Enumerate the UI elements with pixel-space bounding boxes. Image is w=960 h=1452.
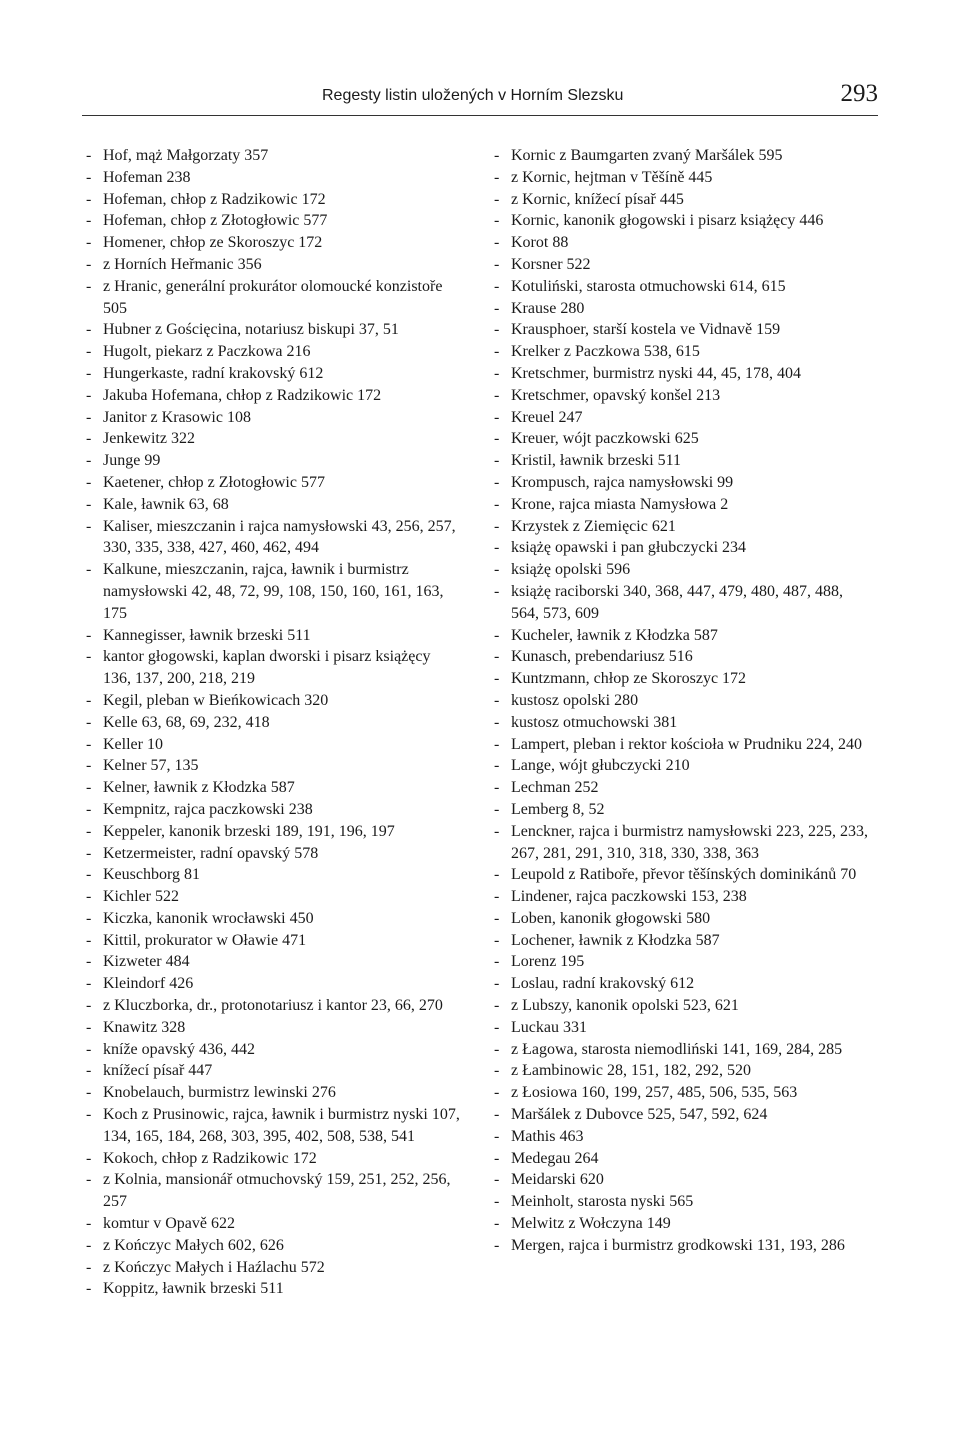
entry-dash: - xyxy=(86,735,92,753)
index-entry xyxy=(86,755,462,777)
index-entry xyxy=(494,995,870,1017)
entry-text: z Hranic, generální prokurátor olomoucké konzistoře 505 xyxy=(103,277,443,317)
entry-text: z Łagowa, starosta niemodliński 141, 169, 284, 285 xyxy=(511,1040,843,1058)
entry-text: Keuschborg 81 xyxy=(103,866,201,884)
index-entry xyxy=(494,385,870,407)
entry-text: Melwitz z Wołczyna 149 xyxy=(511,1215,671,1233)
entry-dash: - xyxy=(494,234,500,252)
entry-text: Kelner 57, 135 xyxy=(103,757,199,775)
entry-text: kustosz otmuchowski 381 xyxy=(511,713,678,731)
entry-dash: - xyxy=(494,212,500,230)
entry-text: Kretschmer, burmistrz nyski 44, 45, 178, 404 xyxy=(511,364,801,382)
index-entry xyxy=(494,232,870,254)
index-entry xyxy=(494,646,870,668)
index-entry xyxy=(86,254,462,276)
entry-dash: - xyxy=(494,473,500,491)
entry-text: Lindener, rajca paczkowski 153, 238 xyxy=(511,888,747,906)
entry-text: Hof, mąż Małgorzaty 357 xyxy=(103,147,269,164)
entry-dash: - xyxy=(494,1171,500,1189)
entry-dash: - xyxy=(86,386,92,404)
index-entry xyxy=(494,145,870,167)
index-entry xyxy=(494,189,870,211)
entry-text: Krause 280 xyxy=(511,299,585,317)
entry-dash: - xyxy=(494,1193,500,1211)
index-entry xyxy=(494,1235,870,1257)
entry-dash: - xyxy=(86,691,92,709)
index-entry xyxy=(494,559,870,581)
index-entry xyxy=(494,886,870,908)
entry-dash: - xyxy=(86,866,92,884)
entry-dash: - xyxy=(494,953,500,971)
entry-text: Lemberg 8, 52 xyxy=(511,800,605,818)
index-entry xyxy=(86,494,462,516)
entry-text: z Kluczborka, dr., protonotariusz i kantor 23, 66, 270 xyxy=(103,997,443,1015)
index-entry xyxy=(494,167,870,189)
entry-dash: - xyxy=(494,386,500,404)
entry-text: Leupold z Ratiboře, převor těšínských dominikánů 70 xyxy=(511,866,857,884)
entry-dash: - xyxy=(494,255,500,273)
entry-dash: - xyxy=(494,364,500,382)
index-entry xyxy=(86,232,462,254)
index-entry xyxy=(494,1082,870,1104)
entry-text: Kreuer, wójt paczkowski 625 xyxy=(511,430,699,448)
entry-dash: - xyxy=(86,452,92,470)
entry-text: Kleindorf 426 xyxy=(103,975,194,993)
index-entry xyxy=(86,1082,462,1104)
entry-text: Lampert, pleban i rektor kościoła w Prudniku 224, 240 xyxy=(511,735,863,753)
index-entry xyxy=(494,973,870,995)
entry-text: Kelle 63, 68, 69, 232, 418 xyxy=(103,713,270,731)
index-entry xyxy=(86,276,462,320)
entry-text: Hofeman, chłop z Radzikowic 172 xyxy=(103,190,326,208)
entry-text: z Kolnia, mansionář otmuchovský 159, 251, 252, 256, 257 xyxy=(103,1171,451,1211)
entry-text: knížecí písař 447 xyxy=(103,1062,213,1080)
index-entry xyxy=(86,1278,462,1300)
entry-dash: - xyxy=(494,931,500,949)
index-entry xyxy=(494,1039,870,1061)
entry-text: z Kończyc Małych 602, 626 xyxy=(103,1236,284,1254)
entry-dash: - xyxy=(86,168,92,186)
entry-text: z Łambinowic 28, 151, 182, 292, 520 xyxy=(511,1062,751,1080)
index-entry xyxy=(494,516,870,538)
entry-dash: - xyxy=(494,582,500,600)
entry-dash: - xyxy=(86,1280,92,1298)
index-entry xyxy=(494,537,870,559)
entry-dash: - xyxy=(86,1236,92,1254)
entry-text: Jakuba Hofemana, chłop z Radzikowic 172 xyxy=(103,386,382,404)
index-entry xyxy=(86,1148,462,1170)
index-entry xyxy=(86,210,462,232)
index-entry xyxy=(86,1169,462,1213)
page-number: 293 xyxy=(840,80,878,107)
entry-text: Kizweter 484 xyxy=(103,953,190,971)
entry-dash: - xyxy=(86,909,92,927)
index-entry xyxy=(494,908,870,930)
entry-text: książę opawski i pan głubczycki 234 xyxy=(511,539,747,557)
entry-text: Kucheler, ławnik z Kłodzka 587 xyxy=(511,626,718,644)
index-entry xyxy=(86,690,462,712)
entry-dash: - xyxy=(86,473,92,491)
entry-dash: - xyxy=(494,147,500,164)
index-entry xyxy=(86,1257,462,1279)
index-entry xyxy=(86,363,462,385)
entry-text: kantor głogowski, kaplan dworski i pisarz książęcy 136, 137, 200, 218, 219 xyxy=(103,648,431,688)
entry-dash: - xyxy=(494,713,500,731)
index-entry xyxy=(494,864,870,886)
entry-text: Kegil, pleban w Bieńkowicach 320 xyxy=(103,691,329,709)
entry-dash: - xyxy=(86,277,92,295)
entry-dash: - xyxy=(86,1040,92,1058)
index-column-left xyxy=(86,145,462,1300)
index-entry xyxy=(494,951,870,973)
entry-dash: - xyxy=(494,430,500,448)
entry-dash: - xyxy=(494,1215,500,1233)
entry-text: Loslau, radní krakovský 612 xyxy=(511,975,695,993)
entry-dash: - xyxy=(494,561,500,579)
page-header xyxy=(82,78,878,116)
index-entry xyxy=(86,1060,462,1082)
entry-text: Korsner 522 xyxy=(511,255,591,273)
index-entry xyxy=(494,625,870,647)
entry-dash: - xyxy=(494,997,500,1015)
index-entry xyxy=(86,516,462,560)
index-entry xyxy=(494,690,870,712)
index-entry xyxy=(494,1213,870,1235)
index-entry xyxy=(494,1126,870,1148)
index-entry xyxy=(494,1169,870,1191)
index-entry xyxy=(86,428,462,450)
entry-text: Lorenz 195 xyxy=(511,953,585,971)
entry-dash: - xyxy=(494,757,500,775)
index-entry xyxy=(494,254,870,276)
entry-dash: - xyxy=(86,255,92,273)
entry-dash: - xyxy=(494,779,500,797)
index-entry xyxy=(86,145,462,167)
entry-text: Kuntzmann, chłop ze Skoroszyc 172 xyxy=(511,670,747,688)
index-entry xyxy=(494,363,870,385)
entry-dash: - xyxy=(86,517,92,535)
entry-dash: - xyxy=(86,495,92,513)
entry-text: Hofeman 238 xyxy=(103,168,191,186)
entry-dash: - xyxy=(86,648,92,666)
entry-text: z Kornic, hejtman v Těšíně 445 xyxy=(511,168,713,186)
entry-dash: - xyxy=(86,1258,92,1276)
index-entry xyxy=(494,1191,870,1213)
entry-text: z Kończyc Małych i Haźlachu 572 xyxy=(103,1258,325,1276)
entry-text: Keppeler, kanonik brzeski 189, 191, 196, 197 xyxy=(103,822,395,840)
index-entry xyxy=(86,1213,462,1235)
entry-dash: - xyxy=(494,735,500,753)
index-entry xyxy=(494,341,870,363)
entry-dash: - xyxy=(86,561,92,579)
entry-dash: - xyxy=(494,975,500,993)
entry-text: Ketzermeister, radní opavský 578 xyxy=(103,844,319,862)
index-entry xyxy=(86,995,462,1017)
entry-text: Kiczka, kanonik wrocławski 450 xyxy=(103,909,314,927)
entry-dash: - xyxy=(86,343,92,361)
index-entry xyxy=(86,1039,462,1061)
index-entry xyxy=(86,1235,462,1257)
entry-dash: - xyxy=(86,1084,92,1102)
entry-dash: - xyxy=(86,234,92,252)
entry-dash: - xyxy=(86,1171,92,1189)
entry-dash: - xyxy=(494,866,500,884)
running-title: Regesty listin uložených v Horním Slezsku xyxy=(322,87,624,104)
entry-dash: - xyxy=(494,190,500,208)
entry-text: Kunasch, prebendariusz 516 xyxy=(511,648,693,666)
index-entry xyxy=(86,341,462,363)
entry-dash: - xyxy=(494,670,500,688)
index-entry xyxy=(494,668,870,690)
entry-text: Knawitz 328 xyxy=(103,1018,186,1036)
entry-dash: - xyxy=(494,626,500,644)
index-entry xyxy=(86,167,462,189)
index-entry xyxy=(494,494,870,516)
index-entry xyxy=(494,450,870,472)
entry-dash: - xyxy=(86,430,92,448)
entry-text: Luckau 331 xyxy=(511,1018,587,1036)
entry-text: Mergen, rajca i burmistrz grodkowski 131, 193, 286 xyxy=(511,1236,845,1254)
entry-dash: - xyxy=(494,539,500,557)
entry-dash: - xyxy=(494,277,500,295)
entry-dash: - xyxy=(494,1127,500,1145)
entry-dash: - xyxy=(494,1018,500,1036)
entry-text: Korot 88 xyxy=(511,234,569,252)
entry-dash: - xyxy=(86,713,92,731)
index-entry xyxy=(86,559,462,624)
entry-text: Kale, ławnik 63, 68 xyxy=(103,495,229,513)
index-entry xyxy=(494,319,870,341)
entry-dash: - xyxy=(86,931,92,949)
index-entry xyxy=(494,581,870,625)
entry-text: Lenckner, rajca i burmistrz namysłowski 223, 225, 233, 267, 281, 291, 310, 318, 330, 338, 363 xyxy=(511,822,869,862)
entry-dash: - xyxy=(86,1149,92,1167)
entry-dash: - xyxy=(86,757,92,775)
entry-dash: - xyxy=(86,975,92,993)
entry-text: z Lubszy, kanonik opolski 523, 621 xyxy=(511,997,739,1015)
entry-text: komtur v Opavě 622 xyxy=(103,1215,235,1233)
index-entry xyxy=(86,407,462,429)
entry-text: Kichler 522 xyxy=(103,888,179,906)
entry-dash: - xyxy=(494,800,500,818)
index-entry xyxy=(494,298,870,320)
index-entry xyxy=(494,734,870,756)
entry-dash: - xyxy=(86,212,92,230)
entry-text: Krelker z Paczkowa 538, 615 xyxy=(511,343,700,361)
entry-dash: - xyxy=(494,888,500,906)
entry-text: Kokoch, chłop z Radzikowic 172 xyxy=(103,1149,317,1167)
entry-text: Kretschmer, opavský konšel 213 xyxy=(511,386,721,404)
index-entry xyxy=(494,821,870,865)
index-entry xyxy=(494,799,870,821)
entry-text: z Kornic, knížecí písař 445 xyxy=(511,190,684,208)
entry-dash: - xyxy=(494,1062,500,1080)
index-entry xyxy=(86,821,462,843)
index-entry xyxy=(494,1104,870,1126)
entry-text: Kempnitz, rajca paczkowski 238 xyxy=(103,800,313,818)
index-entry xyxy=(86,712,462,734)
index-entry xyxy=(86,385,462,407)
entry-text: Kaliser, mieszczanin i rajca namysłowski 43, 256, 257, 330, 335, 338, 427, 460, 462, 494 xyxy=(103,517,456,557)
entry-dash: - xyxy=(86,147,92,164)
header-rule xyxy=(82,115,878,116)
index-entry xyxy=(494,472,870,494)
entry-text: Kaetener, chłop z Złotogłowic 577 xyxy=(103,473,325,491)
index-entry xyxy=(86,734,462,756)
entry-dash: - xyxy=(494,822,500,840)
entry-text: Kornic z Baumgarten zvaný Maršálek 595 xyxy=(511,147,783,164)
entry-text: Kannegisser, ławnik brzeski 511 xyxy=(103,626,311,644)
entry-text: Meinholt, starosta nyski 565 xyxy=(511,1193,694,1211)
entry-dash: - xyxy=(494,691,500,709)
index-entry xyxy=(494,777,870,799)
index-entry xyxy=(86,908,462,930)
entry-dash: - xyxy=(494,168,500,186)
index-entry xyxy=(494,428,870,450)
index-entry xyxy=(86,799,462,821)
entry-text: Knobelauch, burmistrz lewinski 276 xyxy=(103,1084,336,1102)
entry-text: z Łosiowa 160, 199, 257, 485, 506, 535, 563 xyxy=(511,1084,798,1102)
entry-text: Lange, wójt głubczycki 210 xyxy=(511,757,690,775)
entry-text: książę opolski 596 xyxy=(511,561,631,579)
entry-dash: - xyxy=(86,800,92,818)
entry-dash: - xyxy=(494,909,500,927)
entry-dash: - xyxy=(494,321,500,339)
entry-dash: - xyxy=(86,1106,92,1124)
entry-text: Hugolt, piekarz z Paczkowa 216 xyxy=(103,343,311,361)
entry-text: Krausphoer, starší kostela ve Vidnavě 159 xyxy=(511,321,781,339)
entry-text: Mathis 463 xyxy=(511,1127,584,1145)
entry-dash: - xyxy=(86,364,92,382)
entry-text: książę raciborski 340, 368, 447, 479, 480, 487, 488, 564, 573, 609 xyxy=(511,582,843,622)
entry-text: Junge 99 xyxy=(103,452,161,470)
index-entry xyxy=(86,973,462,995)
index-entry xyxy=(494,1017,870,1039)
index-entry xyxy=(86,1104,462,1148)
index-entry xyxy=(86,1017,462,1039)
entry-text: Lochener, ławnik z Kłodzka 587 xyxy=(511,931,720,949)
index-entry xyxy=(86,864,462,886)
index-entry xyxy=(494,930,870,952)
entry-text: Krone, rajca miasta Namysłowa 2 xyxy=(511,495,729,513)
entry-dash: - xyxy=(86,888,92,906)
index-entry xyxy=(494,276,870,298)
entry-text: Lechman 252 xyxy=(511,779,599,797)
index-entry xyxy=(86,625,462,647)
entry-dash: - xyxy=(494,648,500,666)
entry-dash: - xyxy=(86,1062,92,1080)
index-entry xyxy=(494,712,870,734)
entry-text: Loben, kanonik głogowski 580 xyxy=(511,909,711,927)
entry-dash: - xyxy=(494,452,500,470)
entry-text: Kreuel 247 xyxy=(511,408,583,426)
entry-text: Kittil, prokurator w Oławie 471 xyxy=(103,931,307,949)
entry-dash: - xyxy=(86,626,92,644)
entry-text: Keller 10 xyxy=(103,735,163,753)
entry-dash: - xyxy=(494,1084,500,1102)
entry-text: Kornic, kanonik głogowski i pisarz książęcy 446 xyxy=(511,212,824,230)
entry-dash: - xyxy=(86,822,92,840)
entry-text: Homener, chłop ze Skoroszyc 172 xyxy=(103,234,323,252)
entry-dash: - xyxy=(494,495,500,513)
entry-dash: - xyxy=(86,844,92,862)
index-entry xyxy=(86,843,462,865)
entry-dash: - xyxy=(86,953,92,971)
index-entry xyxy=(86,930,462,952)
entry-text: Koppitz, ławnik brzeski 511 xyxy=(103,1280,284,1298)
entry-text: Janitor z Krasowic 108 xyxy=(103,408,251,426)
index-entry xyxy=(86,189,462,211)
entry-text: Kelner, ławnik z Kłodzka 587 xyxy=(103,779,295,797)
entry-dash: - xyxy=(86,779,92,797)
entry-text: Medegau 264 xyxy=(511,1149,599,1167)
entry-dash: - xyxy=(86,408,92,426)
entry-dash: - xyxy=(494,343,500,361)
index-entry xyxy=(86,450,462,472)
entry-text: kustosz opolski 280 xyxy=(511,691,639,709)
entry-dash: - xyxy=(86,190,92,208)
index-entry xyxy=(494,1148,870,1170)
index-entry xyxy=(86,777,462,799)
entry-dash: - xyxy=(494,517,500,535)
entry-text: Kotuliński, starosta otmuchowski 614, 615 xyxy=(511,277,786,295)
entry-text: Maršálek z Dubovce 525, 547, 592, 624 xyxy=(511,1106,768,1124)
entry-dash: - xyxy=(86,1018,92,1036)
index-entry xyxy=(494,755,870,777)
entry-text: kníže opavský 436, 442 xyxy=(103,1040,255,1058)
entry-text: z Horních Heřmanic 356 xyxy=(103,255,262,273)
entry-text: Kristil, ławnik brzeski 511 xyxy=(511,452,682,470)
entry-text: Hungerkaste, radní krakovský 612 xyxy=(103,364,324,382)
entry-text: Hubner z Gościęcina, notariusz biskupi 37, 51 xyxy=(103,321,399,339)
entry-text: Meidarski 620 xyxy=(511,1171,604,1189)
entry-dash: - xyxy=(494,1236,500,1254)
entry-dash: - xyxy=(86,1215,92,1233)
index-column-right xyxy=(494,145,870,1257)
index-entry xyxy=(86,319,462,341)
entry-text: Koch z Prusinowic, rajca, ławnik i burmistrz nyski 107, 134, 165, 184, 268, 303, 395, 402, 508, 538, 541 xyxy=(103,1106,460,1145)
index-entry xyxy=(86,951,462,973)
entry-text: Hofeman, chłop z Złotogłowic 577 xyxy=(103,212,328,230)
index-entry xyxy=(86,472,462,494)
index-entry xyxy=(494,1060,870,1082)
index-entry xyxy=(494,210,870,232)
entry-dash: - xyxy=(494,1106,500,1124)
entry-text: Jenkewitz 322 xyxy=(103,430,195,448)
entry-dash: - xyxy=(494,1040,500,1058)
index-entry xyxy=(86,886,462,908)
entry-text: Kalkune, mieszczanin, rajca, ławnik i burmistrz namysłowski 42, 48, 72, 99, 108, 150, 160, 161, 163, 175 xyxy=(103,561,444,622)
entry-dash: - xyxy=(494,408,500,426)
entry-text: Krzystek z Ziemięcic 621 xyxy=(511,517,676,535)
entry-dash: - xyxy=(86,997,92,1015)
index-entry xyxy=(86,646,462,690)
entry-text: Krompusch, rajca namysłowski 99 xyxy=(511,473,734,491)
entry-dash: - xyxy=(86,321,92,339)
entry-dash: - xyxy=(494,1149,500,1167)
entry-dash: - xyxy=(494,299,500,317)
index-entry xyxy=(494,407,870,429)
